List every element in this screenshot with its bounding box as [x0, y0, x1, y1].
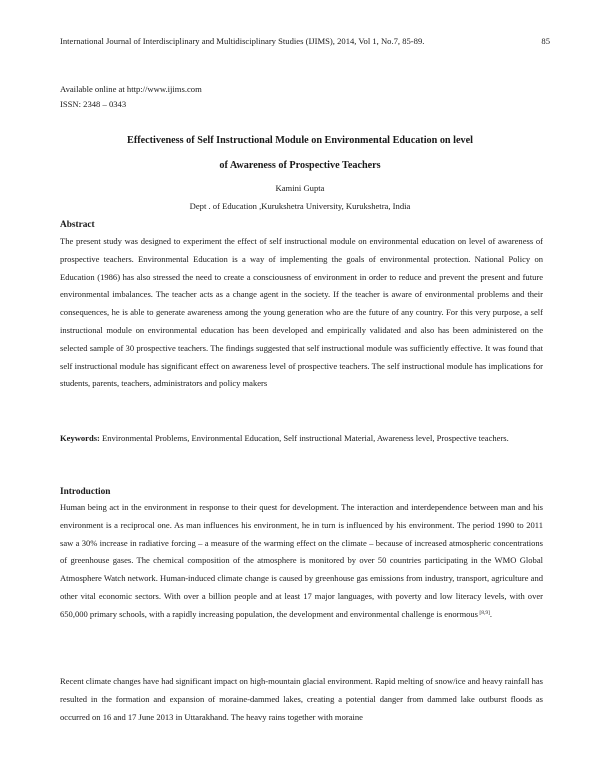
author-name: Kamini Gupta — [275, 183, 325, 193]
journal-citation: International Journal of Interdisciplinary and Multidisciplinary Studies (IJIMS), 2014, Vol 1, No.7, 85-89. — [60, 36, 425, 46]
running-head — [60, 36, 550, 47]
keywords-list: Environmental Problems, Environmental Education, Self instructional Material, Awareness level, Prospective teachers. — [99, 433, 509, 443]
introduction-heading: Introduction — [60, 487, 111, 497]
article-title-line-2: of Awareness of Prospective Teachers — [219, 160, 381, 171]
introduction-paragraph-1 — [60, 499, 543, 624]
page-number: 85 — [541, 36, 550, 46]
issn-line: ISSN: 2348 – 0343 — [60, 99, 127, 109]
introduction-paragraph-1-text: Human being act in the environment in response to their quest for development. The interaction and interdependence between man and his environment is a reciprocal one. As man influences his environment, he in turn is influenced by his environment. The period 1990 to 2011 saw a 30% increase in radiative forcing – a measure of the warming effect on the climate – because of increased atmospheric concentrations of greenhouse gases. The chemical composition of the atmosphere is monitored by over 50 countries participating in the WMO Global Atmosphere Watch network. Human-induced climate change is caused by greenhouse gas emissions from industry, transport, agriculture and other vital economic sectors. With over a billion people and at least 17 major languages, with poverty and low literacy levels, with over 650,000 primary schools, with a rapidly increasing population, the development and environmental challenge is enormous — [60, 502, 543, 619]
author-affiliation: Dept . of Education ,Kurukshetra University, Kurukshetra, India — [189, 201, 411, 211]
keywords — [60, 430, 543, 448]
paragraph-end: . — [489, 608, 493, 619]
keywords-label: Keywords: — [60, 433, 100, 443]
abstract-text: The present study was designed to experiment the effect of self instructional module on environmental education on level of awareness of prospective teachers. Environmental Education is a way of implementing the goals of environmental protection. National Policy on Education (1986) has also stressed the need to create a consciousness of environment in order to reduce and prevent the present and future environmental imbalances. The teacher acts as a change agent in the society. If the teacher is aware of environmental problems and their consequences, he is able to generate awareness among the young generation who are the future of any country. For this very purpose, a self instructional module on environmental education has been developed and empirically validated and also has been administered on the selected sample of 30 prospective teachers. The findings suggested that self instructional module was sufficiently effective. It was found that self instructional module has significant effect on awareness level of prospective teachers. The self instructional module has implications for students, parents, teachers, administrators and policy makers — [60, 236, 543, 389]
article-title-line-1: Effectiveness of Self Instructional Module on Environmental Education on level — [127, 135, 473, 146]
availability-line: Available online at http://www.ijims.com — [60, 84, 202, 94]
citation-reference: [8,9] — [477, 609, 490, 616]
introduction-paragraph-2: Recent climate changes have had significant impact on high-mountain glacial environment. Rapid melting of snow/ice and heavy rainfall has resulted in the formation and expansion of moraine-dammed lakes, creating a potential danger from dammed lake outburst floods as occurred on 16 and 17 June 2013 in Uttarakhand. The heavy rains together with moraine — [60, 676, 543, 722]
abstract-heading: Abstract — [60, 220, 95, 230]
